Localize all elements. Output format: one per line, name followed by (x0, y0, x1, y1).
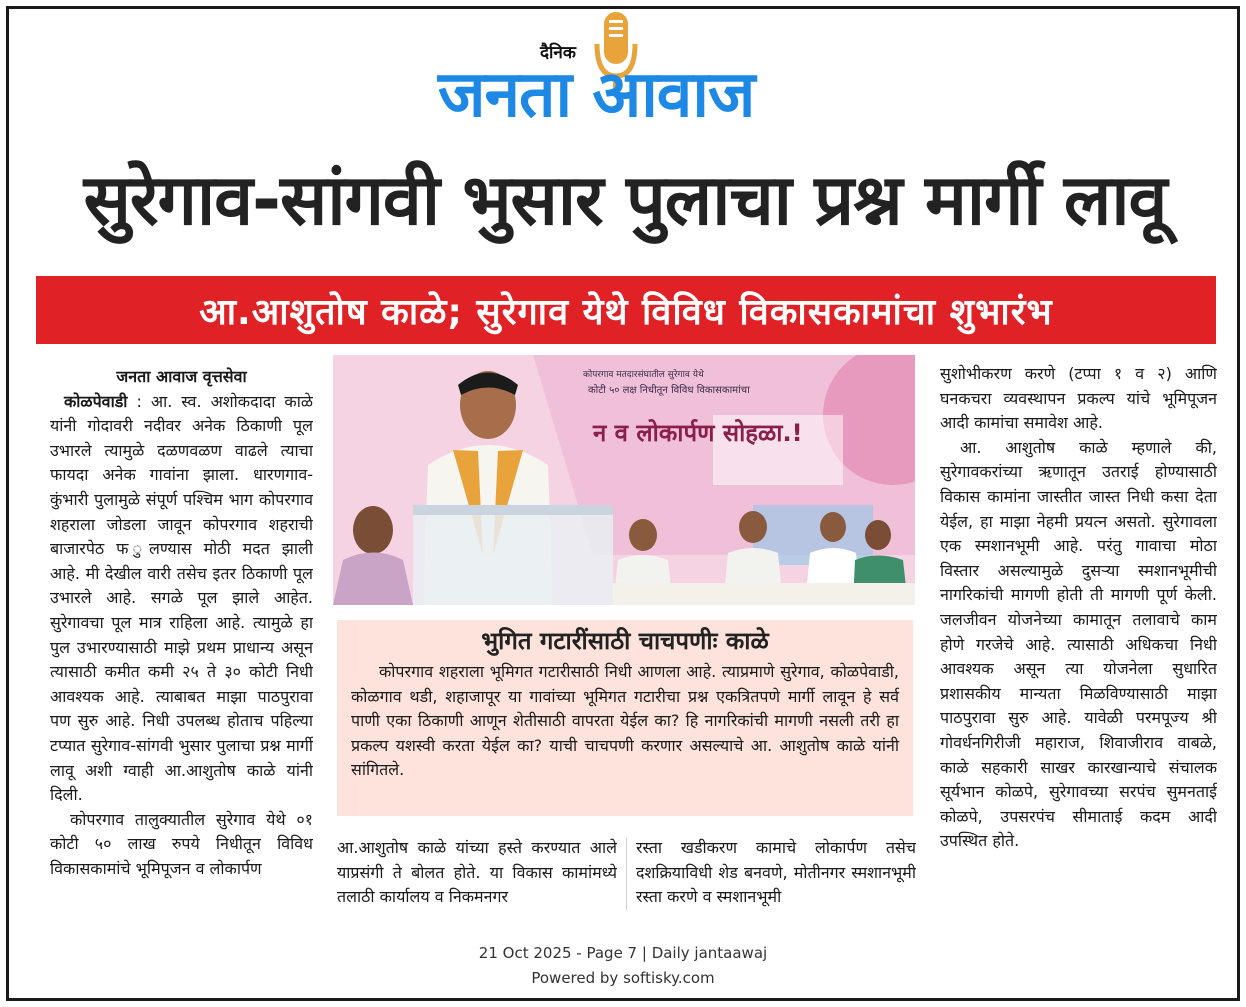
event-photo-illustration (333, 355, 915, 605)
masthead-small: दैनिक (540, 43, 576, 63)
masthead (430, 10, 820, 132)
column-2-text: आ.आशुतोष काळे यांच्या हस्ते करण्यात आले याप्रसंगी ते बोलत होते. या विकास कामांमध्ये तलाठी कार्यालय व निकमनगर (337, 838, 617, 907)
column-4-para-2: आ. आशुतोष काळे म्हणाले की, सुरेगावकरांच्या ऋणातून उतराई होण्यासाठी विकास कामांना जास्तीत जास्त निधी कसा देता येईल, हा माझा नेहमी प्रयत्न असतो. सुरेगावला एक स्मशानभूमी आहे. परंतु गावाचा मोठा विस्तार असल्यामुळे दुसऱ्या स्मशानभूमीची नागरिकांची मागणी होती ती मागणी पूर्ण केली. जलजीवन योजनेच्या कामातून तलावाचे काम होणे गरजेचे आहे. त्यासाठी अधिकचा निधी आवश्यक असून त्या योजनेला सुधारित प्रशासकीय मान्यता मिळविण्यासाठी माझा पाठपुरावा सुरु आहे. यावेळी परमपूज्य श्री गोवर्धनगिरीजी महाराज, शिवाजीराव वाबळे, काळे सहकारी साखर कारखान्याचे संचालक सूर्यभान कोळपे, सुरेगावच्या सरपंच सुमनताई कोळपे, उपसरपंच सीमाताई कदम आदी उपस्थित होते. (940, 437, 1217, 851)
photo-banner-line1: कोपरगाव मतदारसंघातील सुरेगाव येथे (583, 370, 704, 380)
inset-story-body: कोपरगाव शहराला भूमिगत गटारीसाठी निधी आणला आहे. त्याप्रमाणे सुरेगाव, कोळपेवाडी, कोळगाव थडी, शहाजापूर या गावांच्या भूमिगत गटारीचा प्रश्न एकत्रितपणे मार्गी लावून हे सर्व पाणी एका ठिकाणी आणून शेतीसाठी वापरता येईल का? हि नागरिकांची मागणी नसली तरी हा प्रकल्प यशस्वी करता येईल का? याची चाचपणी करणार असल्याचे आ. आशुतोष काळे यांनी सांगितले. (351, 662, 899, 779)
dateline: कोळपेवाडी (64, 391, 128, 411)
photo-banner-line2: कोटी ५० लक्ष निधीतून विविध विकासकामांचा (588, 385, 750, 396)
footer-powered-by[interactable]: Powered by softisky.com (531, 969, 715, 987)
column-1-para-1: : आ. स्व. अशोकदादा काळे यांनी गोदावरी नदीवर अनेक ठिकाणी पूल उभारले त्यामुळे दळणवळण वाढले त्याचा फायदा अनेक गावांना झाला. धारणगाव-कुंभारी पुलामुळे संपूर्ण पश्चिम भाग कोपरगाव शहराला जोडला जावून कोपरगाव शहराची बाजारपेठ फ ुलण्यास मोठी मदत झाली आहे. मी देखील वारी तसेच इतर ठिकाणी पूल उभारले आहे. सगळे पूल झाले आहेत. सुरेगावचा पूल मात्र राहिला आहे. त्यामुळे हा पुल उभारण्यासाठी माझे प्रथम प्राधान्य असून त्यासाठी कमीत कमी २५ ते ३० कोटी निधी आवश्यक आहे. त्याबाबत माझा पाठपुरावा पण सुरु आहे. निधी उपलब्ध होताच पहिल्या टप्यात सुरेगाव-सांगवी भुसार पुलाचा प्रश्न मार्गी लावू अशी ग्वाही आ.आशुतोष काळे यांनी दिली. (50, 391, 313, 805)
masthead-title: जनता आवाज (438, 58, 755, 132)
byline: जनता आवाज वृत्तसेवा (116, 367, 247, 386)
column-4 (940, 362, 1217, 912)
column-rule (626, 838, 627, 910)
column-3-text: रस्ता खडीकरण कामाचे लोकार्पण तसेच दशक्रियाविधी शेड बनवणे, मोतीनगर स्मशानभूमी रस्ता करणे व स्मशानभूमी (636, 838, 916, 907)
subhead-banner (36, 276, 1216, 344)
column-2 (337, 836, 617, 912)
photo-banner-line3: न व लोकार्पण सोहळा.! (593, 419, 803, 447)
headline: सुरेगाव-सांगवी भुसार पुलाचा प्रश्न मार्गी लावू (83, 159, 1167, 241)
event-photo (333, 355, 915, 605)
footer-date-page: 21 Oct 2025 - Page 7 | Daily jantaawaj (478, 944, 768, 962)
subhead-text: आ.आशुतोष काळे; सुरेगाव येथे विविध विकासकामांचा शुभारंभ (199, 291, 1053, 333)
inset-story-title: भुगित गटारींसाठी चाचपणीः काळे (481, 627, 769, 655)
inset-story-box (337, 620, 913, 816)
column-4-para-1: सुशोभीकरण करणे (टप्पा १ व २) आणि घनकचरा व्यवस्थापन प्रकल्प यांचे भूमिपूजन आदी कामांचा समावेश आहे. (940, 364, 1217, 433)
column-3 (636, 836, 916, 912)
column-1 (50, 365, 313, 910)
column-1-para-2: कोपरगाव तालुक्यातील सुरेगाव येथे ०१ कोटी ५० लाख रुपये निधीतून विविध विकासकामांचे भूमिपूजन व लोकार्पण (50, 809, 313, 878)
